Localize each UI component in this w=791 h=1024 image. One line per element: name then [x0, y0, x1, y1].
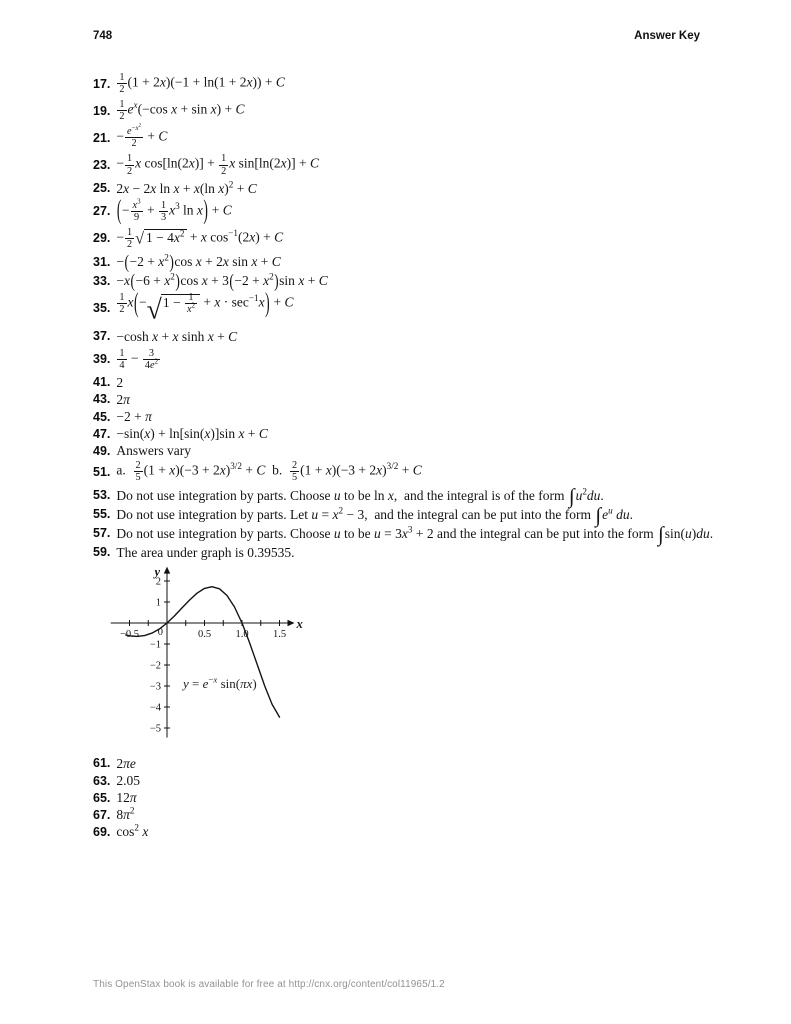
item-answer: $\frac{1}{2}$ (1 + 2x)(−1 + ln(1 + 2x)) + C	[119, 72, 285, 96]
item-number: 23.	[93, 158, 111, 173]
item-answer: 2π	[116, 391, 130, 407]
answers-list-17-59	[93, 72, 733, 560]
item-answer: $-x(-6 + x^2)\cos$ $x + 3(-2 + x^2)\sin$ x + C	[116, 270, 328, 292]
item-number: 35.	[93, 301, 111, 316]
openstax-footer: This OpenStax book is available for free at http://cnx.org/content/col11965/1.2	[93, 979, 445, 990]
answer-item-47	[93, 426, 733, 441]
item-number: 39.	[93, 352, 111, 367]
item-number: 33.	[93, 273, 111, 288]
x-tick-label: −0.5	[119, 628, 140, 640]
item-answer: $\cos^2 x$	[116, 822, 149, 840]
item-number: 37.	[93, 329, 111, 344]
answer-item-29	[93, 227, 733, 250]
item-number: 25.	[93, 181, 111, 196]
y-tick-label: −4	[149, 702, 161, 714]
item-number: 19.	[93, 103, 111, 118]
x-tick-label: 0.5	[197, 628, 212, 640]
origin-label: 0	[157, 626, 163, 638]
item-answer: $\frac{1}{2}$ $e^x(-\cos$ x + sin x) + C	[119, 99, 245, 123]
answer-item-19	[93, 99, 733, 122]
answer-item-25	[93, 181, 733, 196]
y-tick-label: 2	[155, 576, 161, 588]
item-answer: $\frac{1}{2}$ x(−√ 1 − $\frac{1}{x^2}$ + $x \cdot \sec^{-1}x) + C$	[119, 287, 294, 325]
curve-equation-label: $y = e^{-x}$ sin(πx)	[183, 674, 257, 691]
item-answer: $8\pi^2$	[116, 805, 135, 823]
y-tick-label: −3	[149, 681, 161, 693]
answer-item-63	[93, 773, 733, 788]
item-answer: − $\frac{1}{2}$ √ $1 - 4x^2 + x$ $\cos^{-1}(2x) + C$	[116, 226, 284, 250]
answer-item-21	[93, 123, 733, 150]
answer-item-43	[93, 392, 733, 407]
item-answer: (− $\frac{x^3}{9}$ + $\frac{1}{3}$ $x^3$ ln x) + C	[116, 194, 232, 226]
curve-e-x-sin-pix	[126, 587, 280, 717]
answer-item-23	[93, 153, 733, 176]
item-number: 31.	[93, 254, 111, 269]
y-tick-label: −2	[149, 660, 161, 672]
item-answer: Do not use integration by parts. Choose u to be $u = 3x^3 + 2$ and the integral can be put into the form ∫sin(u)du.	[116, 522, 714, 547]
answer-item-37	[93, 329, 733, 344]
answer-item-41	[93, 375, 733, 390]
y-axis-arrow	[164, 567, 170, 574]
answer-item-55	[93, 503, 733, 528]
y-axis-label: y	[154, 565, 160, 579]
running-head: Answer Key	[634, 30, 700, 42]
item-answer: 12π	[116, 790, 137, 806]
answer-item-51	[93, 460, 733, 483]
item-number: 41.	[93, 375, 111, 390]
item-number: 59.	[93, 545, 111, 560]
item-answer: $\frac{1}{4}$ − $\frac{3}{4e^2}$	[119, 347, 159, 371]
page-number: 748	[93, 30, 113, 42]
item-answer: Do not use integration by parts. Choose u to be ln x, and the integral is of the form $\int u^2du$.	[116, 484, 604, 509]
answer-item-69	[93, 824, 733, 839]
item-answer: −2 + π	[116, 409, 152, 425]
item-answer: 2.05	[116, 773, 141, 789]
item-answer: Answers vary	[116, 443, 191, 459]
item-number: 47.	[93, 426, 111, 441]
x-axis-label: x	[296, 616, 303, 631]
item-number: 45.	[93, 409, 111, 424]
answer-item-53	[93, 484, 733, 509]
y-tick-label: 1	[155, 597, 161, 609]
item-answer: $-(-2 + x^2)\cos$ x + 2x sin x + C	[116, 251, 281, 273]
item-answer: − $\frac{1}{2}$ x cos[ln(2x)] + $\frac{1}{2}$ x sin[ln(2x)] + C	[116, 153, 319, 177]
item-answer: The area under graph is 0.39535.	[116, 544, 295, 560]
item-number: 57.	[93, 526, 111, 541]
item-answer: −sin(x) + ln[sin(x)]sin x + C	[116, 426, 268, 442]
item-number: 21.	[93, 130, 111, 145]
answer-item-65	[93, 790, 733, 805]
item-number: 43.	[93, 392, 111, 407]
answer-item-33	[93, 270, 733, 292]
figure-exercise-59	[105, 566, 335, 748]
y-tick-label: −5	[149, 723, 161, 735]
answer-item-61	[93, 756, 733, 771]
answer-item-17	[93, 72, 733, 95]
x-tick-label: 1.0	[235, 628, 249, 640]
item-number: 29.	[93, 231, 111, 246]
item-answer: a. $\frac{2}{5}$ $(1 + x)(-3 + 2x)^{3/2} + C$ b. $\frac{2}{5}$ $(1 + x)(-3 + 2x)^{3/2} + C$	[116, 460, 422, 484]
item-number: 67.	[93, 807, 111, 822]
x-axis-arrow	[288, 620, 295, 626]
item-number: 49.	[93, 443, 111, 458]
item-answer: 2πe	[116, 755, 136, 771]
y-tick-label: −1	[149, 639, 161, 651]
item-number: 69.	[93, 824, 111, 839]
item-answer: −cosh x + x sinh x + C	[116, 328, 238, 344]
item-number: 65.	[93, 790, 111, 805]
answer-item-59	[93, 545, 733, 560]
function-plot	[105, 566, 335, 748]
item-number: 27.	[93, 204, 111, 219]
item-number: 55.	[93, 507, 111, 522]
answer-item-35	[93, 287, 733, 325]
item-answer: − $\frac{e^{-x^2}}{2}$ + C	[116, 123, 168, 150]
item-answer: Do not use integration by parts. Let $u = x^2 - 3$, and the integral can be put into the form $\int e^u$ du.	[116, 503, 633, 528]
item-answer: 2	[116, 374, 124, 390]
item-number: 51.	[93, 464, 111, 479]
item-number: 53.	[93, 488, 111, 503]
answer-item-49	[93, 443, 733, 458]
x-tick-label: 1.5	[272, 628, 287, 640]
answer-item-39	[93, 348, 733, 371]
answer-item-67	[93, 807, 733, 822]
item-answer: 2x − 2x ln x + x(ln x)$^2$ + C	[116, 179, 257, 196]
answer-item-45	[93, 409, 733, 424]
item-number: 63.	[93, 773, 111, 788]
answers-list-61-69	[93, 756, 733, 840]
item-number: 17.	[93, 76, 111, 91]
page-header	[93, 30, 700, 42]
item-number: 61.	[93, 756, 111, 771]
answer-item-57	[93, 522, 733, 547]
answer-item-31	[93, 251, 733, 273]
answers-content	[93, 72, 733, 841]
answer-item-27	[93, 194, 733, 226]
